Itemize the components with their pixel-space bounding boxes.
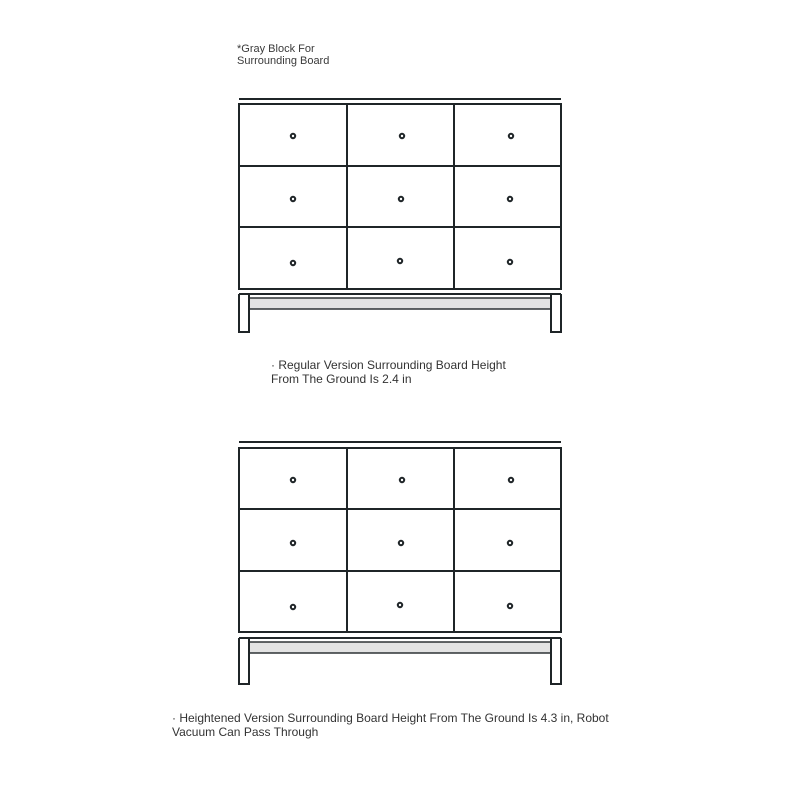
- drawer-knob: [291, 478, 295, 482]
- drawer-knob: [508, 604, 512, 608]
- drawer-knob: [399, 541, 403, 545]
- dresser-base-trim: [239, 632, 561, 638]
- drawer-knob: [400, 478, 404, 482]
- drawer-knob: [509, 478, 513, 482]
- drawer-knob: [398, 603, 402, 607]
- gray-block-note-line2: Surrounding Board: [237, 55, 330, 67]
- drawer-knob: [508, 541, 512, 545]
- drawer-knob: [291, 605, 295, 609]
- drawer-knob: [291, 541, 295, 545]
- regular-caption-line1: · Regular Version Surrounding Board Height: [271, 358, 506, 372]
- heightened-version-caption: [172, 711, 609, 739]
- heightened-caption-line2: Vacuum Can Pass Through: [172, 725, 319, 739]
- surrounding-board-gray-block: [249, 642, 551, 653]
- heightened-caption-line1: · Heightened Version Surrounding Board Height From The Ground Is 4.3 in, Robot: [172, 711, 609, 725]
- gray-block-note-line1: *Gray Block For: [237, 43, 315, 55]
- regular-caption-line2: From The Ground Is 2.4 in: [271, 372, 412, 386]
